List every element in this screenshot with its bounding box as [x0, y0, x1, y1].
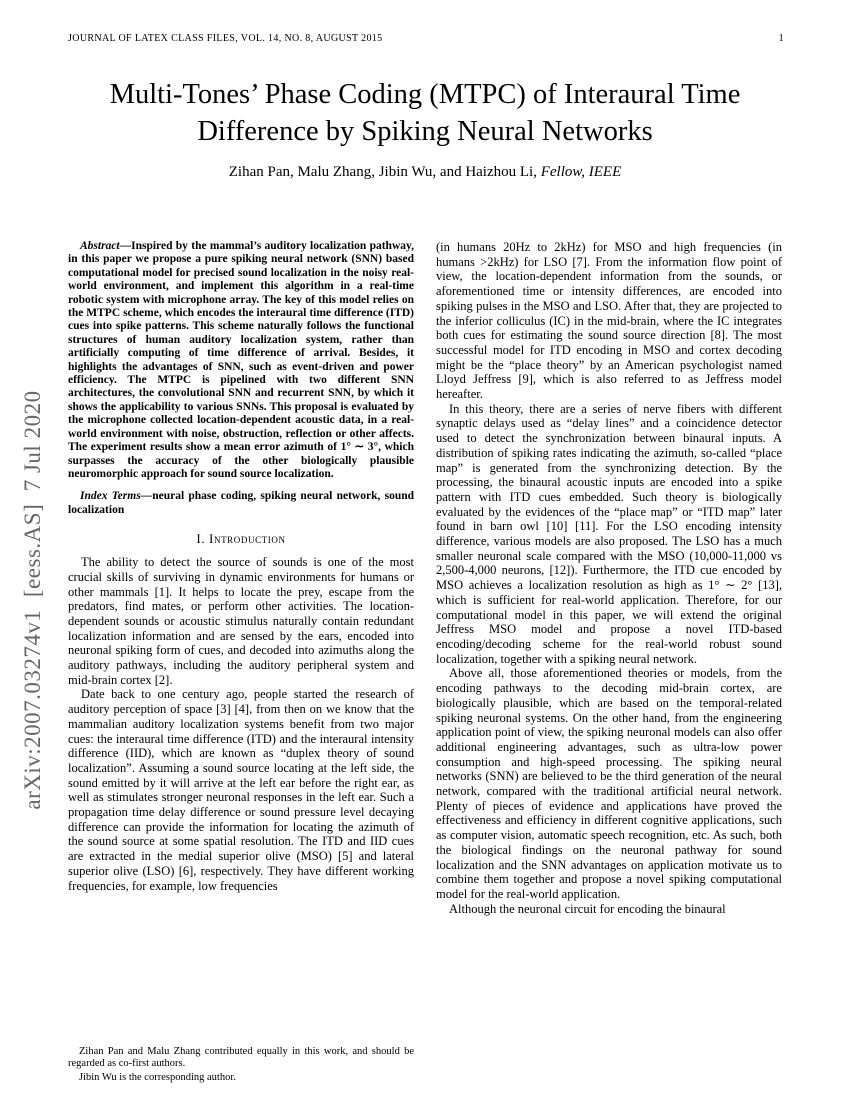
journal-header-text: JOURNAL OF LATEX CLASS FILES, VOL. 14, NO. 8, AUGUST 2015: [68, 33, 383, 44]
paper-title: Multi-Tones’ Phase Coding (MTPC) of Interaural Time Difference by Spiking Neural Networks: [109, 79, 741, 147]
two-column-body: [68, 240, 782, 1085]
abstract-label: Abstract—: [80, 240, 132, 252]
abstract-paragraph: [68, 240, 414, 481]
intro-paragraph-2: Date back to one century ago, people started the research of auditory perception of space [3] [4], from then on we know that the mammalian auditory localization systems benefit from two major cues: the interaural time difference (ITD) and the interaural intensity difference (IID), which are known as “duplex theory of sound localization”. Assuming a sound source locating at the left side, the sound emitted by it will arrive at the left ear before the right ear, as well as stimulates stronger neuronal responses in the left ear. Such a propagation time delay difference or sound pressure level decaying difference can provide the information for locating the azimuth of the sound source at some spatial resolution. The ITD and IID cues are extracted in the medial superior olive (MSO) [5] and lateral superior olive (LSO) [6], respectively. They have different working frequencies, for example, low frequencies: [68, 687, 414, 893]
index-terms-paragraph: [68, 490, 414, 517]
body-paragraph-final-partial: Although the neuronal circuit for encoding the binaural: [449, 901, 726, 916]
right-column: [436, 240, 782, 1085]
section-heading-introduction: I. Introduction: [196, 531, 286, 547]
page-number: 1: [778, 33, 784, 44]
index-terms-label: Index Terms—: [80, 490, 153, 503]
running-header: [68, 33, 784, 44]
author-line: [0, 164, 850, 181]
author-names: Zihan Pan, Malu Zhang, Jibin Wu, and Haizhou Li,: [228, 164, 541, 180]
arxiv-identifier-watermark: arXiv:2007.03274v1 [eess.AS] 7 Jul 2020: [20, 390, 45, 810]
body-paragraph-continuation: (in humans 20Hz to 2kHz) for MSO and high frequencies (in humans >2kHz) for LSO [7]. From the information flow point of view, the location-dependent information from the sounds, or aforementioned time or intensity differences, are encoded into spiking pulses in the MSO and LSO. After that, they are projected to the inferior colliculus (IC) in the mid-brain, where the IC integrates both cues for estimating the sound source direction [8]. The most successful model for ITD encoding in MSO and cortex decoding might be the “place theory” by an American psychologist named Lloyd Jeffress [9], which is also referred to as Jeffress model hereafter.: [436, 240, 782, 402]
body-paragraph-snn-motivation: Above all, those aforementioned theories or models, from the encoding pathways to the decoding mid-brain cortex, are biologically plausible, which are based on the temporal-related spiking neuronal systems. On the other hand, from the engineering application point of view, the spiking neuronal models can also offer additional engineering advantages, such as ultra-low power consumption and high-speed processing. The spiking neural networks (SNN) are believed to be the third generation of the neural network, compared with the traditional artificial neural network. Plenty of pieces of evidence and applications have proved the effectiveness and efficiency in different cognitive applications, such as computer vision, automatic speech recognition, etc. As such, both the biological findings on the neuronal pathway for sound localization and the SNN advantages on application motivate us to combine them together and propose a novel spiking computational model for the real-world application.: [436, 666, 782, 901]
footnote-co-first-authors: Zihan Pan and Malu Zhang contributed equally in this work, and should be regarded as co-first authors.: [68, 1045, 414, 1070]
author-honorific: Fellow, IEEE: [540, 164, 622, 180]
abstract-text: Inspired by the mammal’s auditory localization pathway, in this paper we propose a pure spiking neural network (SNN) based computational model for precised sound localization in the noisy real-world environment, and implement this algorithm in a real-time robotic system with microphone array. The key of this model relies on the MTPC scheme, which encodes the interaural time difference (ITD) cues into spike patterns. This scheme naturally follows the functional structures of human auditory localization system, rather than artificially computing of time difference of arrival. Besides, it highlights the advantages of SNN, such as event-driven and power efficiency. The MTPC is pipelined with two different SNN architectures, the convolutional SNN and recurrent SNN, by which it shows the applicability to various SNNs. This proposal is evaluated by the microphone collected location-dependent acoustic data, in a real-world environment with noise, obstruction, reflection or other affects. The experiment results show a mean error azimuth of 1° ∼ 3°, which surpasses the accuracy of the other biologically plausible neuromorphic approach for sound source localization.: [68, 240, 414, 480]
intro-paragraph-1: The ability to detect the source of sounds is one of the most crucial skills of surviving in dynamic environments for humans or other mammals [1]. It helps to locate the prey, escape from the predators, find mates, or perform other activities. The location-dependent sounds or acoustic stimulus naturally contain redundant localization information and are sensed by the ears, encoded into neuronal spiking form of cues, and decoded into azimuths along the auditory pathways, including the auditory peripheral system and mid-brain cortex [2].: [68, 555, 414, 687]
footnote-corresponding-author: Jibin Wu is the corresponding author.: [79, 1072, 236, 1084]
body-paragraph-jeffress-theory: In this theory, there are a series of nerve fibers with different synaptic delays used as “delay lines” and a coincidence detector used to detect the synchronization between binaural inputs. A distribution of spiking rates indicating the azimuth, so-called “place map” is generated from the synchronizing detection. By the processing, the binaural acoustic inputs are encoded into a spike pattern with ITD cues embedded. Such theory is biologically evaluated by the evidences of the “place map” or “ITD map” later found in barn owl [10] [11]. For the LSO encoding intensity difference, various models are also proposed. The LSO has a much smaller neuronal scale compared with the MSO (10,000-11,000 vs 2,500-4,000 neurons, [12]). Furthermore, the ITD cue encoded by MSO achieves a localization resolution as high as 1° ∼ 2° [13], which is sufficient for real-world application. Therefore, for our computational model in this paper, we will extend the original Jeffress MSO model and propose a novel ITD-based encoding/decoding scheme for the real-world robust sound localization, together with a spiking neural network.: [436, 401, 782, 666]
footnotes-block: [68, 1040, 414, 1085]
index-terms-text: neural phase coding, spiking neural network, sound localization: [68, 490, 414, 516]
left-column: [68, 240, 414, 1085]
